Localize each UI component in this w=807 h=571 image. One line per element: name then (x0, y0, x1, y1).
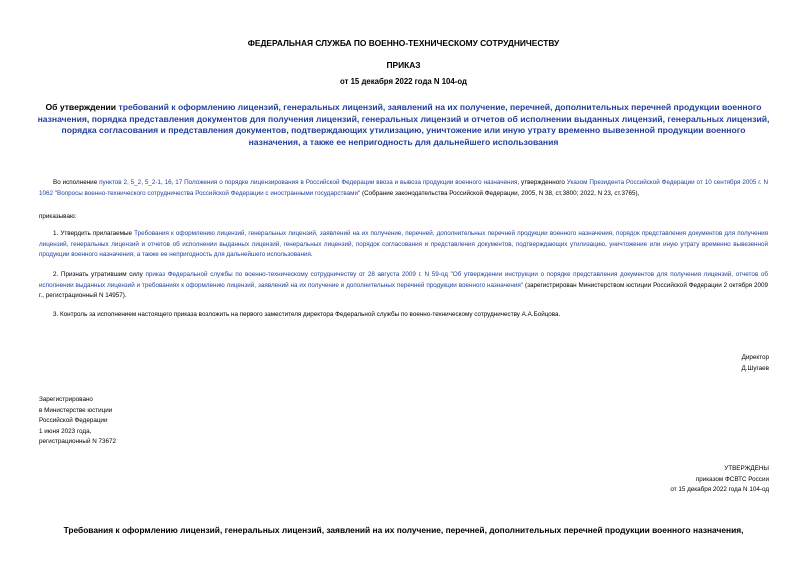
item-3-paragraph: 3. Контроль за исполнением настоящего приказа возложить на первого заместителя директора Федеральной службы по военно-техническому сотрудничеству А.А.Бойцова. (53, 311, 561, 318)
preamble-link-regulation[interactable]: пунктов 2, 5_2, 5_2-1, 16, 17 Положения о порядке лицензирования в Российской Федерации ввоза и вывоза продукции военного назначения (99, 179, 518, 186)
document-title (36, 102, 771, 149)
title-link[interactable]: требований к оформлению лицензий, генеральных лицензий, заявлений на их получение, перечней, дополнительных перечней продукции военного назначения, порядка представления документов для получения лицензий, генеральных лицензий и отчетов об исполнении выданных лицензий, генеральных лицензий, порядка согласования и представления документов, подтверждающих утилизацию, уничтожение или иную утрату временно вывезенной продукции военного назначения, а также ее непригодность для дальнейшего использования (37, 102, 770, 148)
preamble-paragraph (39, 178, 768, 199)
item-2-text-end: (зарегистрирован Министерством юстиции Российской Федерации 2 октября 2009 г., регистрационный N 14957). (39, 281, 768, 300)
registration-block (39, 395, 116, 448)
preamble-link-decree[interactable]: Указом Президента Российской Федерации от 10 сентября 2005 г. N 1062 "Вопросы военно-технического сотрудничества Российской Федерации с иностранными государствами" (39, 179, 768, 197)
registration-line-3: Российской Федерации (39, 417, 108, 425)
approval-block (670, 464, 769, 496)
requirements-heading: Требования к оформлению лицензий, генеральных лицензий, заявлений на их получение, перечней, дополнительных перечней продукции военного назначения, (63, 525, 744, 535)
order-word: приказываю: (39, 213, 77, 220)
document-type: ПРИКАЗ (386, 60, 421, 70)
agency-heading: ФЕДЕРАЛЬНАЯ СЛУЖБА ПО ВОЕННО-ТЕХНИЧЕСКОМУ СОТРУДНИЧЕСТВУ (247, 38, 560, 48)
registration-line-2: в Министерстве юстиции (39, 406, 113, 414)
document-date-number: от 15 декабря 2022 года N 104-од (340, 77, 467, 86)
preamble-text-1: Во исполнение (53, 179, 98, 186)
approval-line-2: приказом ФСВТС России (695, 475, 769, 483)
signature-position: Директор (741, 354, 769, 361)
registration-line-1: Зарегистрировано (39, 396, 93, 403)
preamble-text-3: (Собрание законодательства Российской Федерации, 2005, N 38, ст.3800; 2022, N 23, ст.3765), (360, 189, 640, 197)
item-2-link-order[interactable]: приказ Федеральной службы по военно-техническому сотрудничеству от 28 августа 2009 г. N 59-од "Об утверждении инструкции о порядке представления документов для получения лицензий, отчетов об исполнении выданных лицензий и требованиях к оформлению лицензий, заявлений на их получение и дополнительных перечней продукции военного назначения" (39, 271, 769, 289)
item-1-link-requirements[interactable]: Требования к оформлению лицензий, генеральных лицензий, заявлений на их получение, перечней, дополнительных перечней продукции военного назначения, порядок представления документов для получения лицензий, генеральных лицензий и отчетов об исполнении выданных лицензий, генеральных лицензий, порядок согласования и представления документов, подтверждающих утилизацию, уничтожение или иную утрату временно вывезенной продукции военного назначения, а также ее непригодность для дальнейшего использования (39, 230, 769, 259)
signature-name: Д.Шугаев (741, 364, 769, 372)
title-prefix: Об утверждении (45, 102, 117, 112)
preamble-text-2: , утвержденного (517, 179, 565, 186)
item-2-text: 2. Признать утратившим силу (53, 271, 143, 278)
item-1-end: . (310, 251, 313, 259)
approval-line-3: от 15 декабря 2022 года N 104-од (670, 486, 769, 494)
signature-block (742, 353, 769, 374)
item-1-text: 1. Утвердить прилагаемые (53, 230, 133, 237)
approval-line-1: УТВЕРЖДЕНЫ (724, 465, 769, 472)
registration-line-5: регистрационный N 73672 (39, 438, 117, 446)
registration-line-4: 1 июня 2023 года, (39, 427, 92, 435)
item-1-paragraph (39, 229, 768, 261)
item-2-paragraph (39, 270, 768, 302)
